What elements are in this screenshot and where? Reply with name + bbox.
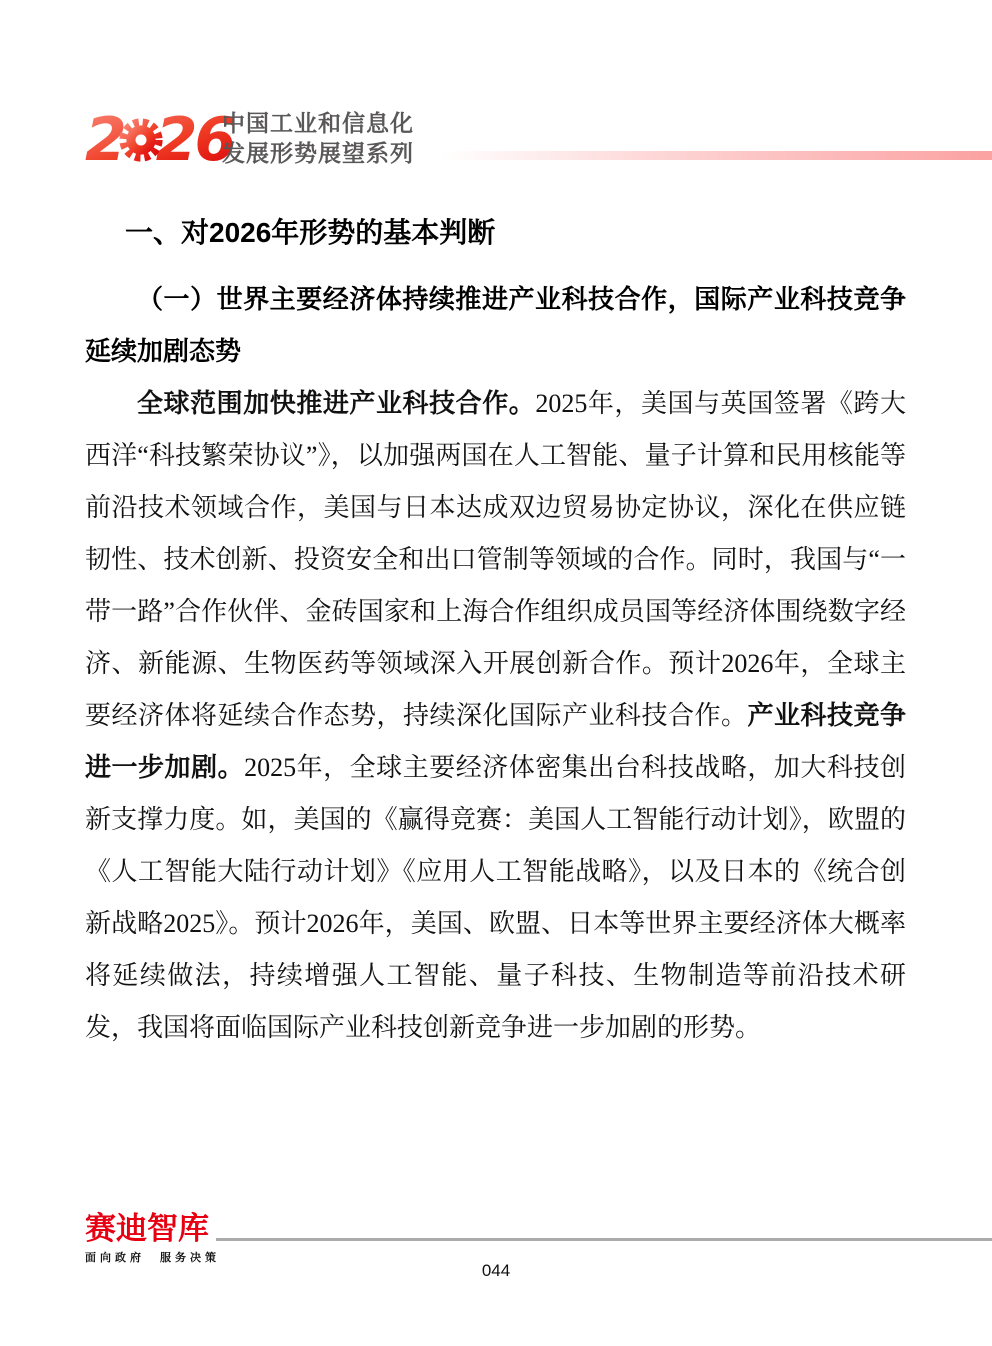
footer-brand-tagline: 面向政府 服务决策 [85, 1252, 220, 1264]
main-content [85, 212, 906, 1054]
series-title-line1: 中国工业和信息化 [222, 110, 414, 136]
lead-sentence-2: 产业科技竞争进一步加剧。 [85, 701, 906, 782]
header-accent-line [440, 151, 992, 160]
series-title-line2: 发展形势展望系列 [222, 140, 414, 166]
logo-digits-26: 26 [155, 105, 234, 175]
logo-digit-2: 2 [85, 105, 124, 175]
subsection-title: （一）世界主要经济体持续推进产业科技合作，国际产业科技竞争延续加剧态势 [85, 285, 906, 366]
body-segment-1: 2025年，美国与英国签署《跨大西洋“科技繁荣协议”》，以加强两国在人工智能、量子计算和民用核能等前沿技术领域合作，美国与日本达成双边贸易协定协议，深化在供应链韧性、技术创新、投资安全和出口管制等领域的合作。同时，我国与“一带一路”合作伙伴、金砖国家和上海合作组织成员国等经济体围绕数字经济、新能源、生物医药等领域深入开展创新合作。预计2026年，全球主要经济体将延续合作态势，持续深化国际产业科技合作。 [85, 389, 906, 730]
page-number: 044 [481, 1261, 511, 1280]
footer-brand-logo: 赛迪智库 [85, 1211, 209, 1246]
header-series-title [222, 108, 414, 168]
logo-2026 [85, 104, 233, 176]
footer-brand [85, 1213, 220, 1265]
page-header [85, 104, 992, 184]
lead-sentence-1: 全球范围加快推进产业科技合作。 [137, 389, 536, 418]
body-segment-2: 2025年，全球主要经济体密集出台科技战略，加大科技创新支撑力度。如，美国的《赢得竞赛：美国人工智能行动计划》，欧盟的《人工智能大陆行动计划》《应用人工智能战略》，以及日本的《统合创新战略2025》。预计2026年，美国、欧盟、日本等世界主要经济体大概率将延续做法，持续增强人工智能、量子科技、生物制造等前沿技术研发，我国将面临国际产业科技创新竞争进一步加剧的形势。 [85, 753, 906, 1042]
body-paragraph [85, 378, 906, 1054]
section-title: 一、对2026年形势的基本判断 [125, 217, 496, 248]
footer-divider-line [216, 1238, 992, 1241]
